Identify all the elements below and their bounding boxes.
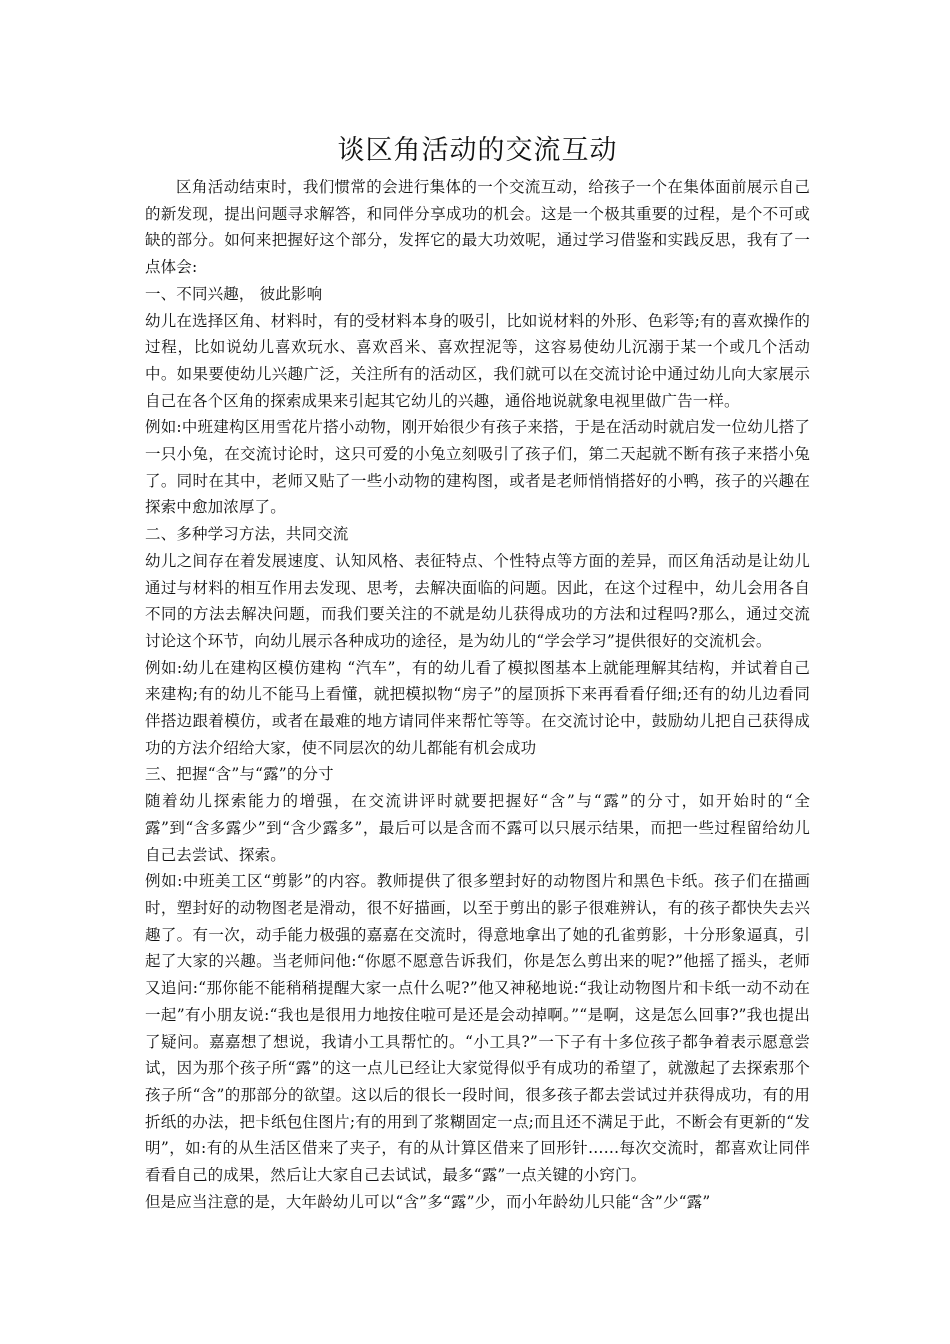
paragraph: 例如:幼儿在建构区模仿建构 “汽车”，有的幼儿看了模拟图基本上就能理解其结构，并试着自己来建构;有的幼儿不能马上看懂，就把模拟物“房子”的屋顶拆下来再看看仔细;还有的幼儿边看同伴搭边跟着模仿，或者在最难的地方请同伴来帮忙等等。在交流讨论中，鼓励幼儿把自己获得成功的方法介绍给大家，使不同层次的幼儿都能有机会成功 <box>145 658 810 757</box>
paragraph-list <box>145 174 810 1215</box>
document-title: 谈区角活动的交流互动 <box>337 135 618 166</box>
document-body <box>145 131 810 1215</box>
paragraph: 例如:中班美工区“剪影”的内容。教师提供了很多塑封好的动物图片和黑色卡纸。孩子们在描画时，塑封好的动物图老是滑动，很不好描画，以至于剪出的影子很难辨认，有的孩子都快失去兴趣了。有一次，动手能力极强的嘉嘉在交流时，得意地拿出了她的孔雀剪影，十分形象逼真，引起了大家的兴趣。当老师问他:“你愿不愿意告诉我们，你是怎么剪出来的呢?”他摇了摇头，老师又追问:“那你能不能稍稍提醒大家一点什么呢?”他又神秘地说:“我让动物图片和卡纸一动不动在一起”有小朋友说:“我也是很用力地按住啦可是还是会动掉啊。”“是啊，这是怎么回事?”我也提出了疑问。嘉嘉想了想说，我请小工具帮忙的。“小工具?”一下子有十多位孩子都争着表示愿意尝试，因为那个孩子所“露”的这一点儿已经让大家觉得似乎有成功的希望了，就激起了去探索那个孩子所“含”的那部分的欲望。这以后的很长一段时间，很多孩子都去尝试过并获得成功，有的用折纸的办法，把卡纸包住图片;有的用到了浆糊固定一点;而且还不满足于此，不断会有更新的“发明”，如:有的从生活区借来了夹子，有的从计算区借来了回形针……每次交流时，都喜欢让同伴看看自己的成果，然后让大家自己去试试，最多“露”一点关键的小窍门。 <box>145 872 810 1185</box>
paragraph: 幼儿之间存在着发展速度、认知风格、表征特点、个性特点等方面的差异，而区角活动是让幼儿通过与材料的相互作用去发现、思考，去解决面临的问题。因此，在这个过程中，幼儿会用各自不同的方法去解决问题，而我们要关注的不就是幼儿获得成功的方法和过程吗?那么，通过交流讨论这个环节，向幼儿展示各种成功的途径，是为幼儿的“学会学习”提供很好的交流机会。 <box>145 551 810 650</box>
paragraph: 幼儿在选择区角、材料时，有的受材料本身的吸引，比如说材料的外形、色彩等;有的喜欢操作的过程，比如说幼儿喜欢玩水、喜欢舀米、喜欢捏泥等，这容易使幼儿沉溺于某一个或几个活动中。如果要使幼儿兴趣广泛，关注所有的活动区，我们就可以在交流讨论中通过幼儿向大家展示自己在各个区角的探索成果来引起其它幼儿的兴趣，通俗地说就象电视里做广告一样。 <box>145 311 810 410</box>
paragraph: 一、不同兴趣， 彼此影响 <box>145 284 323 303</box>
paragraph: 但是应当注意的是，大年龄幼儿可以“含”多“露”少，而小年龄幼儿只能“含”少“露” <box>145 1192 711 1211</box>
paragraph: 三、把握“含”与“露”的分寸 <box>145 765 334 784</box>
paragraph: 随着幼儿探索能力的增强，在交流讲评时就要把握好“含”与“露”的分寸，如开始时的“全露”到“含多露少”到“含少露多”，最后可以是含而不露可以只展示结果，而把一些过程留给幼儿自己去尝试、探索。 <box>145 792 810 864</box>
paragraph: 例如:中班建构区用雪花片搭小动物，刚开始很少有孩子来搭，于是在活动时就启发一位幼儿搭了一只小兔，在交流讨论时，这只可爱的小兔立刻吸引了孩子们，第二天起就不断有孩子来搭小兔了。同时在其中，老师又贴了一些小动物的建构图，或者是老师悄悄搭好的小鸭，孩子的兴趣在探索中愈加浓厚了。 <box>145 418 810 517</box>
paragraph: 区角活动结束时，我们惯常的会进行集体的一个交流互动，给孩子一个在集体面前展示自己的新发现，提出问题寻求解答，和同伴分享成功的机会。这是一个极其重要的过程，是个不可或缺的部分。如何来把握好这个部分，发挥它的最大功效呢，通过学习借鉴和实践反思，我有了一点体会: <box>145 178 810 277</box>
paragraph: 二、多种学习方法，共同交流 <box>145 525 349 544</box>
